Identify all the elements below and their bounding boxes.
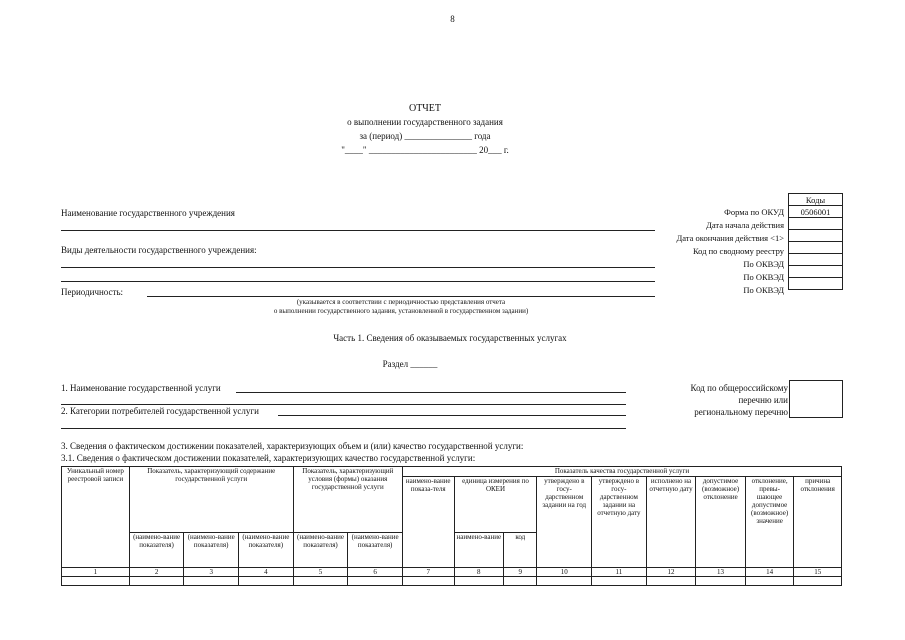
activities-line-1 bbox=[61, 267, 655, 268]
table-cell bbox=[646, 577, 696, 586]
period-line: за (период) _______________ года bbox=[359, 131, 491, 141]
table-cell bbox=[293, 577, 348, 586]
q-reason-header: причина отклонения bbox=[794, 477, 842, 568]
institution-line bbox=[61, 230, 655, 231]
periodicity-note-2: о выполнении государственного задания, установленной в государственном задании) bbox=[273, 307, 529, 315]
periodicity-label: Периодичность: bbox=[61, 287, 124, 297]
col-number: 13 bbox=[696, 568, 746, 577]
table-cell bbox=[504, 577, 537, 586]
col-number: 10 bbox=[537, 568, 592, 577]
quality-table bbox=[61, 466, 842, 586]
code-start-date bbox=[789, 218, 843, 230]
codes-table bbox=[788, 193, 843, 290]
col-number: 1 bbox=[62, 568, 130, 577]
part-title: Часть 1. Сведения об оказываемых государственных услугах bbox=[333, 333, 567, 343]
q-executed-header: исполнено на отчетную дату bbox=[646, 477, 696, 568]
service-name-label: 1. Наименование государственной услуги bbox=[61, 383, 221, 393]
col-number: 5 bbox=[293, 568, 348, 577]
q-unit-code-header: код bbox=[504, 533, 537, 568]
table-cell bbox=[184, 577, 239, 586]
date-line: "____" ________________________ 20___ г. bbox=[341, 145, 509, 155]
table-cell bbox=[129, 577, 184, 586]
col-conditions-header: Показатель, характеризующий условия (формы) оказания государственной услуги bbox=[293, 467, 402, 533]
report-subtitle: о выполнении государственного задания bbox=[347, 117, 503, 127]
codes-header: Коды bbox=[789, 194, 843, 206]
report-title: ОТЧЕТ bbox=[408, 103, 442, 114]
okved-label-2: По ОКВЭД bbox=[743, 272, 784, 282]
okved-label-3: По ОКВЭД bbox=[743, 285, 784, 295]
col-number: 15 bbox=[794, 568, 842, 577]
consumer-line-2 bbox=[61, 428, 626, 429]
table-cell bbox=[62, 577, 130, 586]
table-cell bbox=[239, 577, 294, 586]
section-label: Раздел ______ bbox=[382, 359, 438, 369]
code-list-label bbox=[640, 382, 788, 418]
periodicity-line bbox=[147, 296, 655, 297]
col-quality-header: Показатель качества государственной услуги bbox=[402, 467, 841, 477]
col-number: 3 bbox=[184, 568, 239, 577]
code-list-line-1: Код по общероссийскому bbox=[690, 383, 788, 393]
page-number: 8 bbox=[450, 14, 455, 24]
end-date-label: Дата окончания действия <1> bbox=[676, 233, 784, 243]
section-3-heading: 3. Сведения о фактическом достижении показателей, характеризующих объем и (или) качество государственной услуги: bbox=[61, 441, 524, 451]
col-number: 4 bbox=[239, 568, 294, 577]
sub-indicator-3: (наимено-вание показателя) bbox=[184, 533, 239, 568]
sub-indicator-4: (наимено-вание показателя) bbox=[239, 533, 294, 568]
sub-indicator-5: (наимено-вание показателя) bbox=[293, 533, 348, 568]
code-okved-2 bbox=[789, 266, 843, 278]
table-cell bbox=[592, 577, 647, 586]
q-unit-name-header: наимено-вание bbox=[454, 533, 504, 568]
col-number: 12 bbox=[646, 568, 696, 577]
code-end-date bbox=[789, 230, 843, 242]
col-number: 7 bbox=[402, 568, 454, 577]
code-list-line-3: региональному перечню bbox=[694, 407, 788, 417]
code-okved-3 bbox=[789, 278, 843, 290]
table-cell bbox=[745, 577, 794, 586]
q-approved-year-header: утверждено в госу-дарственном задании на год bbox=[537, 477, 592, 568]
section-3-1-heading: 3.1. Сведения о фактическом достижении показателей, характеризующих качество государственной услуги: bbox=[61, 453, 476, 463]
periodicity-note-1: (указывается в соответствии с периодичностью представления отчета bbox=[296, 298, 506, 306]
table-cell bbox=[402, 577, 454, 586]
consumer-line bbox=[278, 415, 626, 416]
service-name-line bbox=[236, 392, 626, 393]
okud-label: Форма по ОКУД bbox=[724, 207, 784, 217]
code-registry bbox=[789, 242, 843, 254]
service-name-line-2 bbox=[61, 404, 626, 405]
q-name-header: наимено-вание показа-теля bbox=[402, 477, 454, 568]
q-allowed-header: допустимое (возможное) отклонение bbox=[696, 477, 746, 568]
table-cell bbox=[454, 577, 504, 586]
activities-label: Виды деятельности государственного учреждения: bbox=[61, 245, 257, 255]
q-unit-header: единица измерения по ОКЕИ bbox=[454, 477, 537, 533]
table-cell bbox=[696, 577, 746, 586]
okved-label-1: По ОКВЭД bbox=[743, 259, 784, 269]
col-number: 14 bbox=[745, 568, 794, 577]
q-approved-date-header: утверждено в госу-дарственном задании на отчетную дату bbox=[592, 477, 647, 568]
consumer-label: 2. Категории потребителей государственной услуги bbox=[61, 406, 259, 416]
table-cell bbox=[537, 577, 592, 586]
code-okud: 0506001 bbox=[789, 206, 843, 218]
activities-line-2 bbox=[61, 281, 655, 282]
institution-label: Наименование государственного учреждения bbox=[61, 208, 235, 218]
col-number: 9 bbox=[504, 568, 537, 577]
q-exceeding-header: отклонение, превы-шающее допустимое (возможное) значение bbox=[745, 477, 794, 568]
table-cell bbox=[348, 577, 403, 586]
col-content-header: Показатель, характеризующий содержание государственной услуги bbox=[129, 467, 293, 533]
col-number: 11 bbox=[592, 568, 647, 577]
col-number: 8 bbox=[454, 568, 504, 577]
col-number: 2 bbox=[129, 568, 184, 577]
col-unique-header: Уникальный номер реестровой записи bbox=[62, 467, 130, 568]
start-date-label: Дата начала действия bbox=[706, 220, 784, 230]
table-cell bbox=[794, 577, 842, 586]
code-okved-1 bbox=[789, 254, 843, 266]
code-list-box bbox=[789, 380, 843, 418]
registry-code-label: Код по сводному реестру bbox=[692, 246, 784, 256]
sub-indicator-2: (наимено-вание показателя) bbox=[129, 533, 184, 568]
col-number: 6 bbox=[348, 568, 403, 577]
code-list-line-2: перечню или bbox=[738, 395, 788, 405]
sub-indicator-6: (наимено-вание показателя) bbox=[348, 533, 403, 568]
